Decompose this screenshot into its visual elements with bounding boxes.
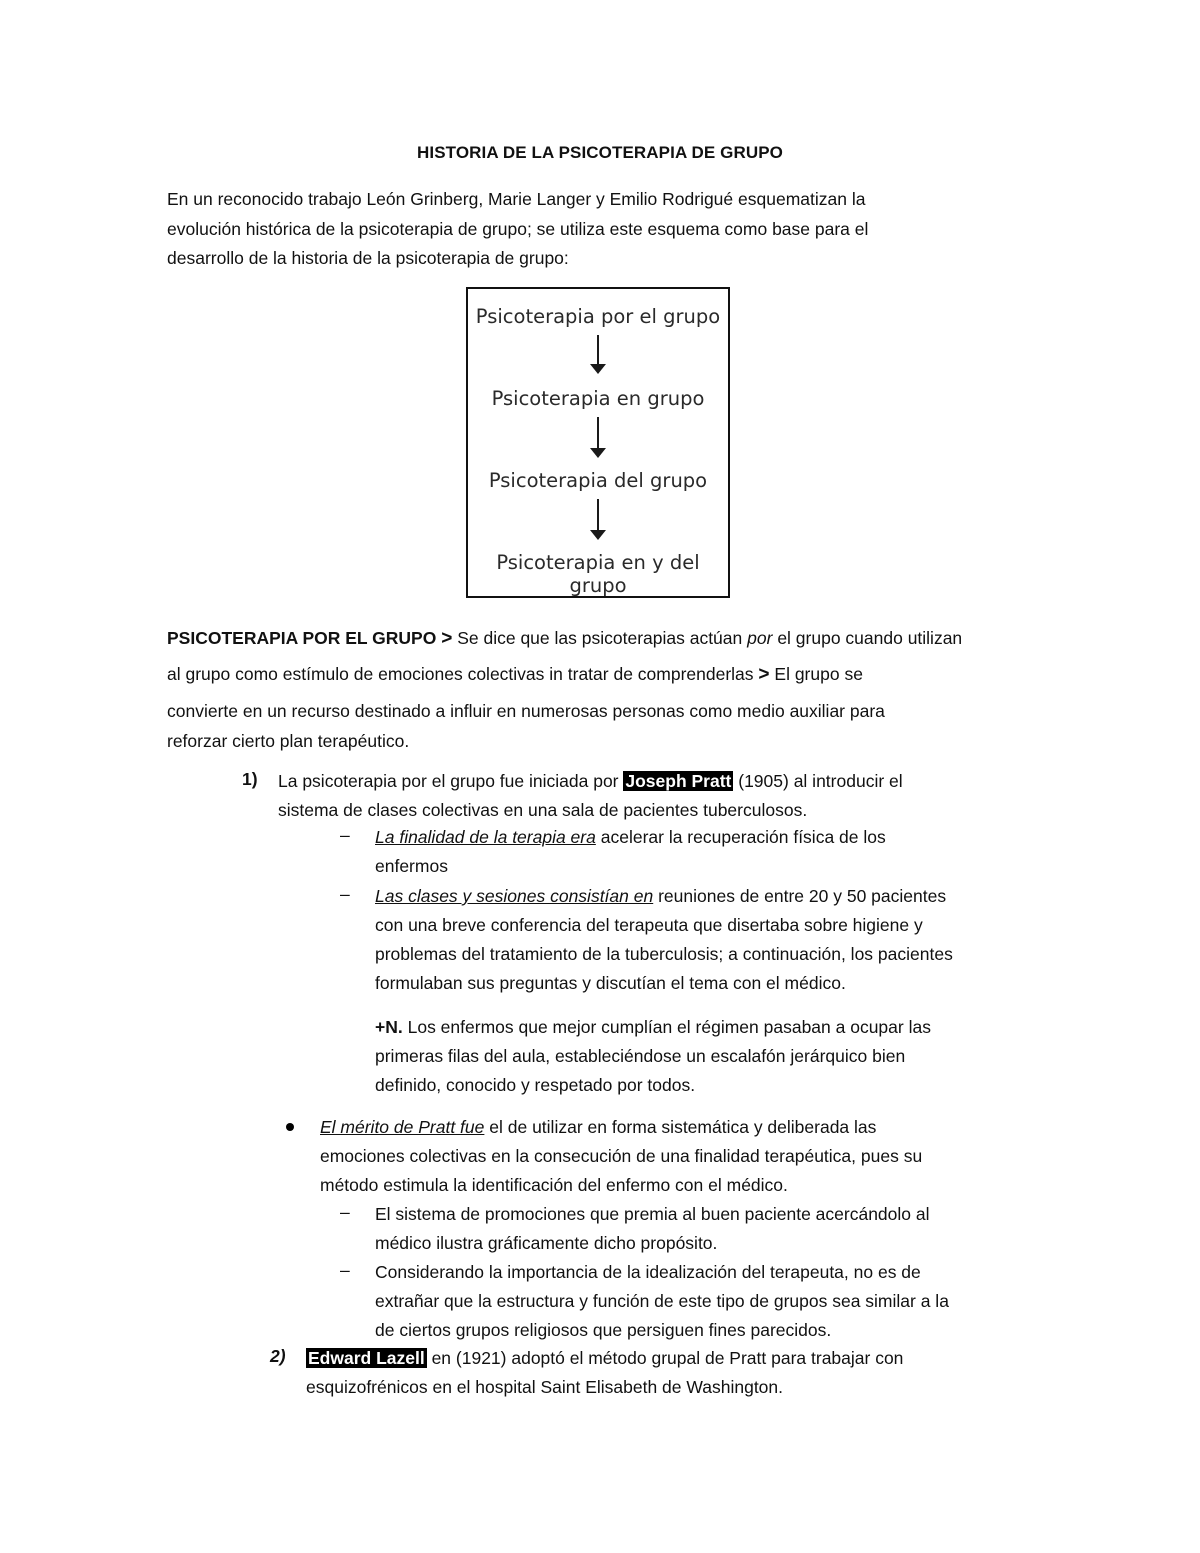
bullet-icon bbox=[286, 1123, 294, 1131]
item-text: Considerando la importancia de la idealización del terapeuta, no es de bbox=[375, 1262, 921, 1282]
underlined-text: El mérito de Pratt fue bbox=[320, 1117, 485, 1137]
section-emphasis: por bbox=[747, 628, 773, 648]
item-text: el de utilizar en forma sistemática y deliberada las bbox=[489, 1117, 877, 1137]
bullet-item bbox=[320, 1113, 922, 1200]
page-title: HISTORIA DE LA PSICOTERAPIA DE GRUPO bbox=[417, 143, 783, 162]
list-number: 1) bbox=[242, 769, 258, 789]
section-text: al grupo como estímulo de emociones colectivas in tratar de comprenderlas bbox=[167, 664, 754, 684]
dash-bullet: – bbox=[340, 825, 350, 845]
item-text: de ciertos grupos religiosos que persiguen fines parecidos. bbox=[375, 1320, 832, 1340]
underlined-text: La finalidad de la terapia era bbox=[375, 827, 596, 847]
list-number: 2) bbox=[270, 1346, 286, 1366]
item-text: en (1921) adoptó el método grupal de Pratt para trabajar con bbox=[431, 1348, 904, 1368]
list-item bbox=[306, 1344, 903, 1402]
note-paragraph bbox=[375, 1013, 931, 1100]
section-line bbox=[167, 664, 863, 686]
section-text: reforzar cierto plan terapéutico. bbox=[167, 731, 410, 751]
item-text: extrañar que la estructura y función de este tipo de grupos sea similar a la bbox=[375, 1291, 949, 1311]
note-marker: +N. bbox=[375, 1017, 403, 1037]
diagram-node-1: Psicoterapia por el grupo bbox=[475, 305, 721, 328]
item-text: formulaban sus preguntas y discutían el tema con el médico. bbox=[375, 973, 846, 993]
intro-line: desarrollo de la historia de la psicoterapia de grupo: bbox=[167, 248, 569, 268]
item-text: El sistema de promociones que premia al buen paciente acercándolo al bbox=[375, 1204, 930, 1224]
intro-paragraph bbox=[167, 185, 1047, 274]
section-text: convierte en un recurso destinado a influir en numerosas personas como medio auxiliar para bbox=[167, 701, 885, 721]
highlighted-name: Edward Lazell bbox=[308, 1348, 425, 1368]
sub-item bbox=[375, 1258, 949, 1345]
diagram-node-3: Psicoterapia del grupo bbox=[488, 469, 708, 492]
dash-bullet: – bbox=[340, 1202, 350, 1222]
item-text: acelerar la recuperación física de los bbox=[600, 827, 886, 847]
item-text: sistema de clases colectivas en una sala de pacientes tuberculosos. bbox=[278, 800, 808, 820]
arrow-symbol: > bbox=[758, 664, 770, 685]
item-text: con una breve conferencia del terapeuta que disertaba sobre higiene y bbox=[375, 915, 923, 935]
item-text: problemas del tratamiento de la tuberculosis; a continuación, los pacientes bbox=[375, 944, 953, 964]
intro-line: En un reconocido trabajo León Grinberg, Marie Langer y Emilio Rodrigué esquematizan la bbox=[167, 189, 866, 209]
item-text: Los enfermos que mejor cumplían el régimen pasaban a ocupar las bbox=[407, 1017, 931, 1037]
intro-line: evolución histórica de la psicoterapia de grupo; se utiliza este esquema como base para el bbox=[167, 218, 869, 239]
item-text: definido, conocido y respetado por todos. bbox=[375, 1075, 696, 1095]
sub-item bbox=[375, 882, 953, 998]
section-text: Se dice que las psicoterapias actúan bbox=[457, 628, 743, 648]
section-heading: PSICOTERAPIA POR EL GRUPO bbox=[167, 628, 437, 648]
dash-bullet: – bbox=[340, 1260, 350, 1280]
underlined-text: Las clases y sesiones consistían en bbox=[375, 886, 654, 906]
evolution-diagram bbox=[466, 287, 730, 598]
item-text: reuniones de entre 20 y 50 pacientes bbox=[658, 886, 947, 906]
diagram-node-4: Psicoterapia en y del grupo bbox=[496, 551, 700, 597]
sub-item bbox=[375, 1200, 930, 1258]
section-text: El grupo se bbox=[774, 664, 863, 684]
item-text: médico ilustra gráficamente dicho propósito. bbox=[375, 1233, 718, 1253]
list-item bbox=[278, 767, 903, 825]
section-line bbox=[167, 628, 962, 650]
highlighted-name: Joseph Pratt bbox=[625, 771, 732, 791]
item-text: emociones colectivas en la consecución de una finalidad terapéutica, pues su bbox=[320, 1146, 923, 1166]
item-text: esquizofrénicos en el hospital Saint Elisabeth de Washington. bbox=[306, 1377, 784, 1397]
item-text: primeras filas del aula, estableciéndose un escalafón jerárquico bien bbox=[375, 1046, 906, 1066]
dash-bullet: – bbox=[340, 884, 350, 904]
section-text: el grupo cuando utilizan bbox=[777, 628, 963, 648]
item-text: La psicoterapia por el grupo fue iniciada por bbox=[278, 771, 619, 791]
diagram-node-2: Psicoterapia en grupo bbox=[491, 387, 705, 410]
arrow-symbol: > bbox=[441, 628, 453, 649]
item-text: enfermos bbox=[375, 856, 448, 876]
item-text: (1905) al introducir el bbox=[738, 771, 903, 791]
item-text: método estimula la identificación del enfermo con el médico. bbox=[320, 1175, 788, 1195]
section-paragraph bbox=[167, 696, 885, 756]
sub-item bbox=[375, 823, 886, 881]
